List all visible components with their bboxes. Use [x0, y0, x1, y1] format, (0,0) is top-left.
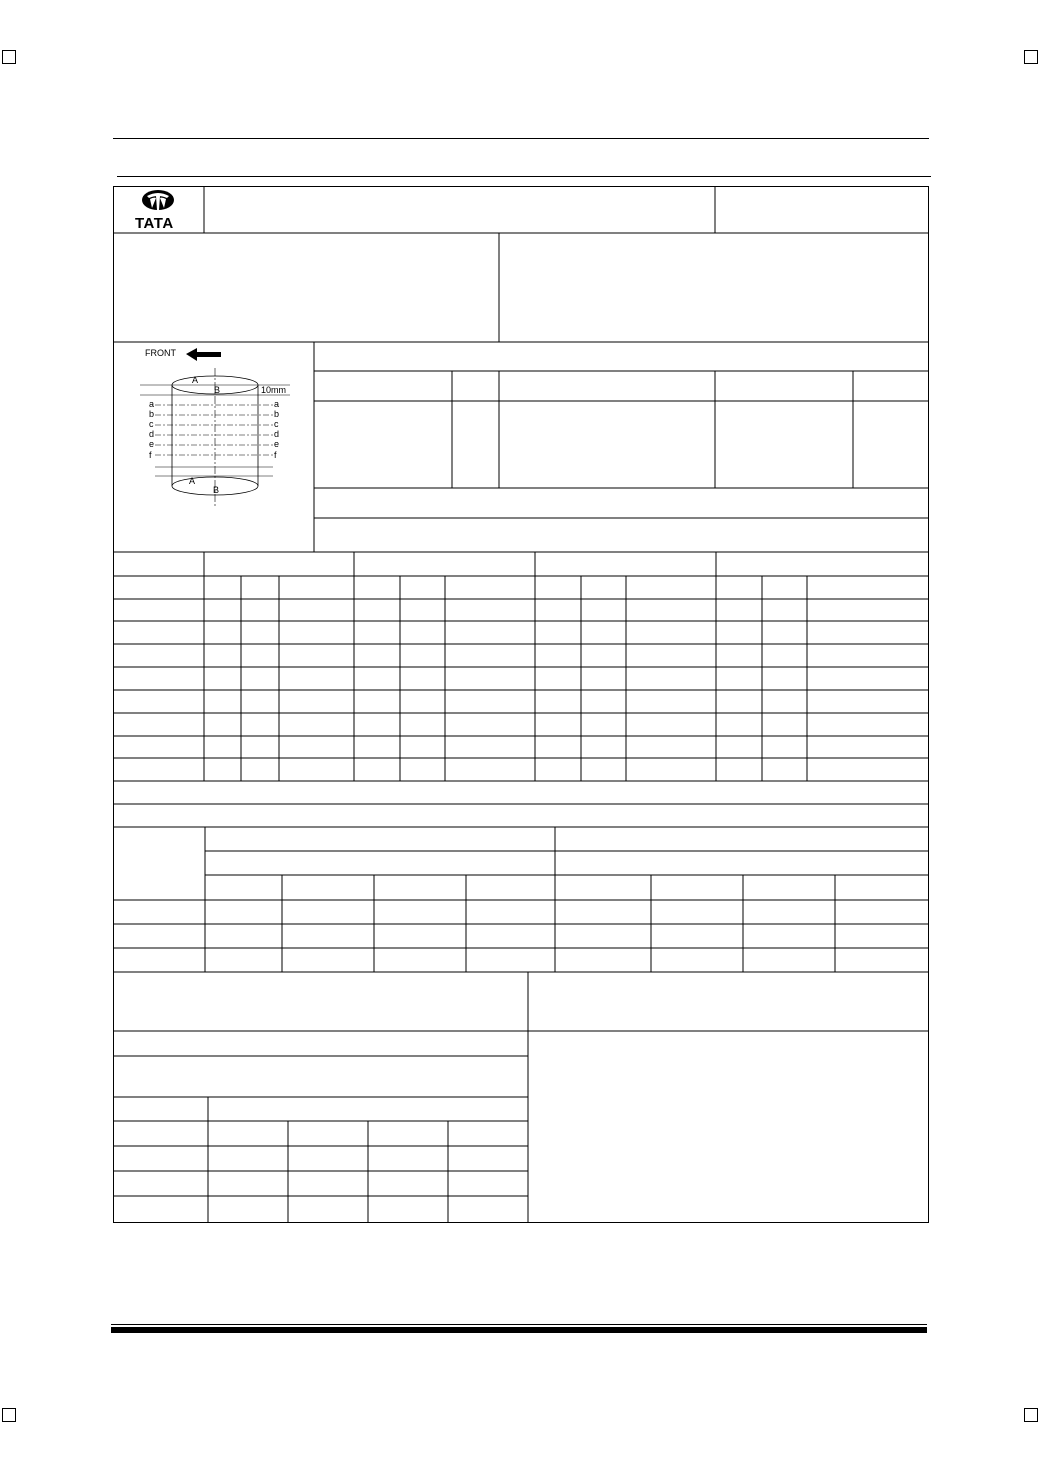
row-label-left-a: a [149, 399, 155, 409]
point-b-top-label: B [214, 385, 221, 395]
row-label-right-d: d [274, 429, 280, 439]
footer-rule-thin [111, 1324, 927, 1325]
row-label-left-c: c [149, 419, 154, 429]
footer-rule-thick [111, 1327, 927, 1333]
point-a-top-label: A [192, 375, 199, 385]
row-label-left-d: d [149, 429, 155, 439]
row-label-left-e: e [149, 439, 155, 449]
row-label-left-f: f [149, 450, 152, 460]
header-rule-top [113, 138, 929, 139]
row-label-right-e: e [274, 439, 280, 449]
cylinder-drawing [115, 343, 313, 551]
front-arrow-icon [186, 348, 221, 361]
row-label-right-a: a [274, 399, 280, 409]
logo-text: TATA [135, 215, 174, 232]
row-label-right-f: f [274, 450, 277, 460]
corner-mark-top-left [2, 50, 16, 64]
point-b-bottom-label: B [213, 485, 220, 495]
corner-mark-bottom-left [2, 1408, 16, 1422]
row-label-left-b: b [149, 409, 155, 419]
point-a-bottom-label: A [189, 476, 196, 486]
front-label: FRONT [145, 348, 176, 358]
corner-mark-top-right [1024, 50, 1038, 64]
row-label-right-b: b [274, 409, 280, 419]
corner-mark-bottom-right [1024, 1408, 1038, 1422]
row-label-right-c: c [274, 419, 279, 429]
inspection-form [113, 186, 929, 1223]
cylinder-measurement-diagram [115, 343, 313, 551]
measure-label: 10mm [261, 385, 287, 395]
tata-emblem-icon [130, 188, 190, 218]
header-rule-bottom [117, 176, 931, 177]
